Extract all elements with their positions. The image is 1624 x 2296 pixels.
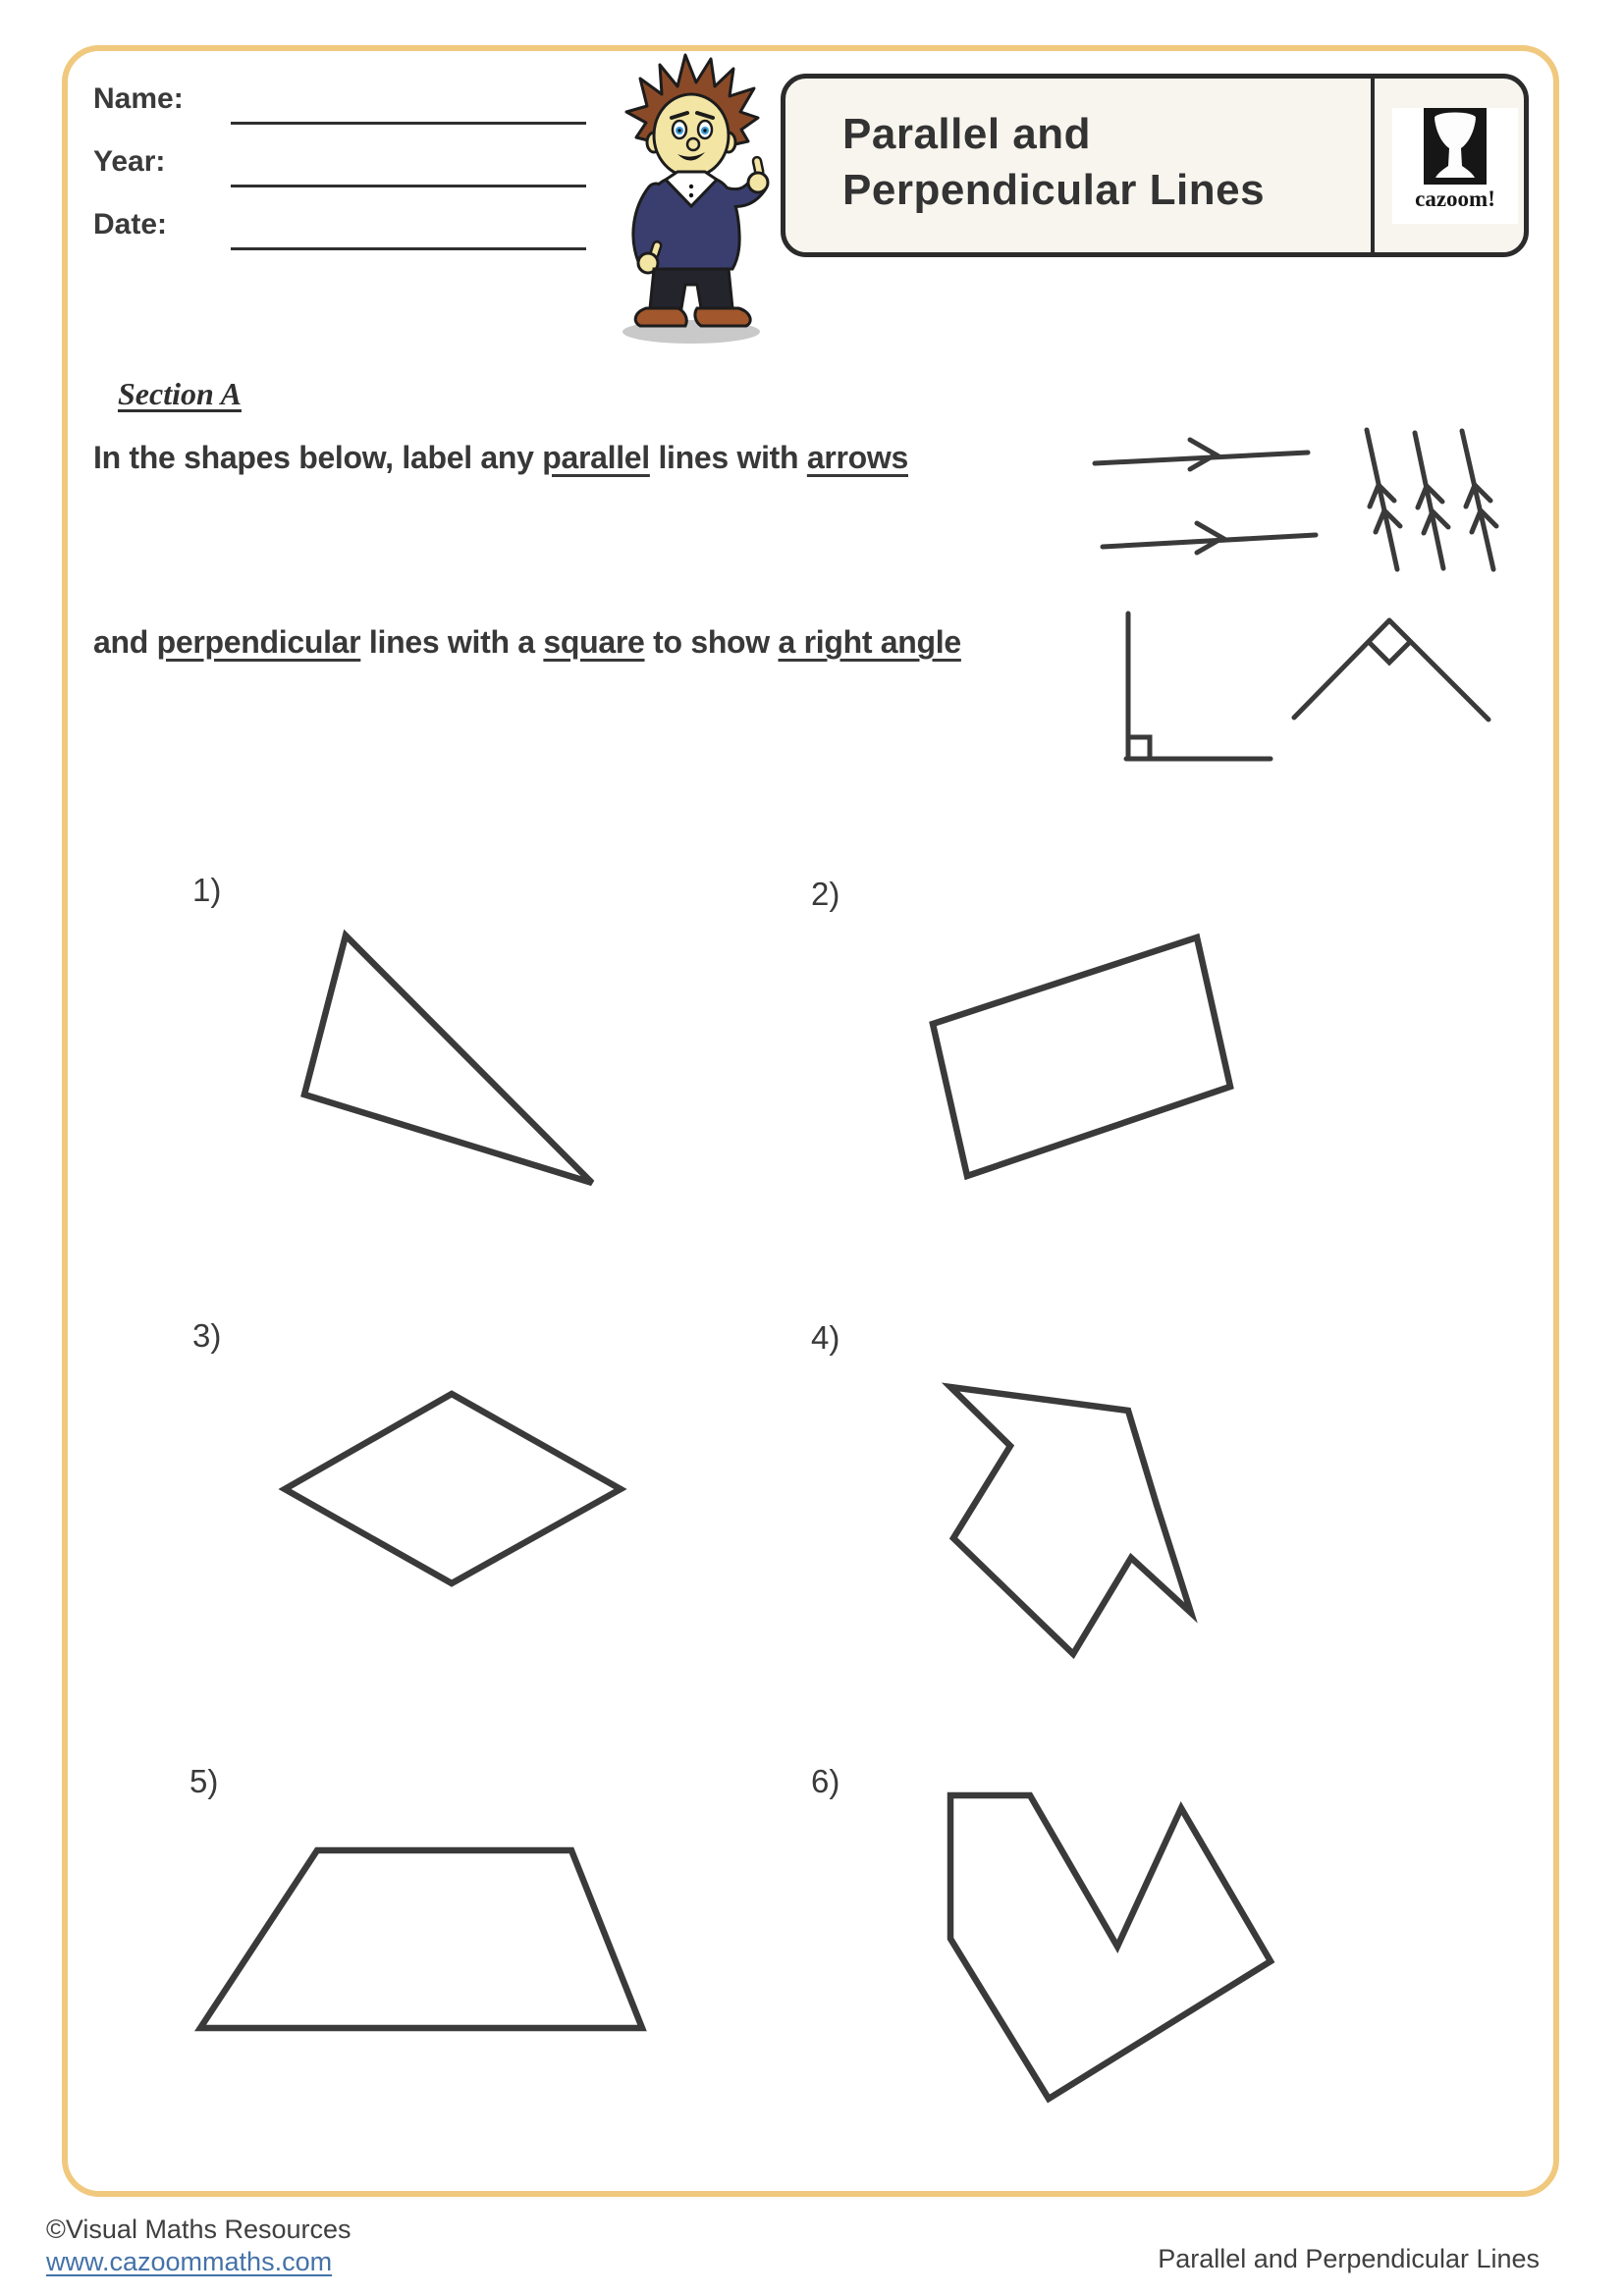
instruction-text: to show: [644, 624, 779, 660]
example-roof-left-leg: [1294, 620, 1389, 718]
year-label: Year:: [93, 145, 166, 178]
instruction-keyword: arrows: [806, 440, 908, 475]
name-label: Name:: [93, 82, 184, 115]
instruction-keyword: square: [543, 624, 645, 660]
worksheet-title-line1: Parallel and: [842, 110, 1092, 158]
shape-3-number: 3): [192, 1317, 222, 1354]
shape-1-number: 1): [192, 872, 222, 908]
example-right-angle-square-mark: [1128, 737, 1150, 759]
worksheet-title-line2: Perpendicular Lines: [842, 166, 1266, 215]
shape-4-number: 4): [811, 1319, 840, 1356]
shape-concave-chevron-polygon[interactable]: [950, 1795, 1271, 2099]
section-a-heading: Section A: [118, 376, 242, 411]
footer-website-link[interactable]: www.cazoommaths.com: [46, 2247, 333, 2276]
date-label: Date:: [93, 208, 168, 240]
instruction-text: lines with: [649, 440, 807, 475]
footer-copyright: ©Visual Maths Resources: [46, 2215, 352, 2244]
shape-concave-arrow-polygon[interactable]: [950, 1387, 1191, 1654]
example-parallel-line-2-arrow: [1197, 523, 1222, 553]
instruction-keyword: a right angle: [778, 624, 961, 660]
example-roof-right-leg: [1389, 620, 1489, 720]
instruction-keyword: perpendicular: [156, 624, 361, 660]
cazoom-wordmark: cazoom!: [1415, 187, 1495, 211]
example-roof-right-angle-square-mark: [1369, 642, 1410, 663]
instruction-keyword: parallel: [542, 440, 650, 475]
footer-worksheet-title: Parallel and Perpendicular Lines: [1158, 2244, 1540, 2273]
instruction-text: and: [93, 624, 157, 660]
shape-6-number: 6): [811, 1763, 840, 1799]
instruction-text: In the shapes below, label any: [93, 440, 543, 475]
shape-trapezium[interactable]: [200, 1850, 642, 2028]
shape-5-number: 5): [189, 1763, 219, 1799]
shape-rotated-rectangle[interactable]: [933, 937, 1230, 1176]
shape-scalene-triangle[interactable]: [304, 935, 592, 1183]
example-parallel-line-1-arrow: [1190, 440, 1216, 469]
instruction-text: lines with a: [360, 624, 544, 660]
shape-rhombus[interactable]: [285, 1394, 621, 1583]
shape-2-number: 2): [811, 876, 840, 912]
